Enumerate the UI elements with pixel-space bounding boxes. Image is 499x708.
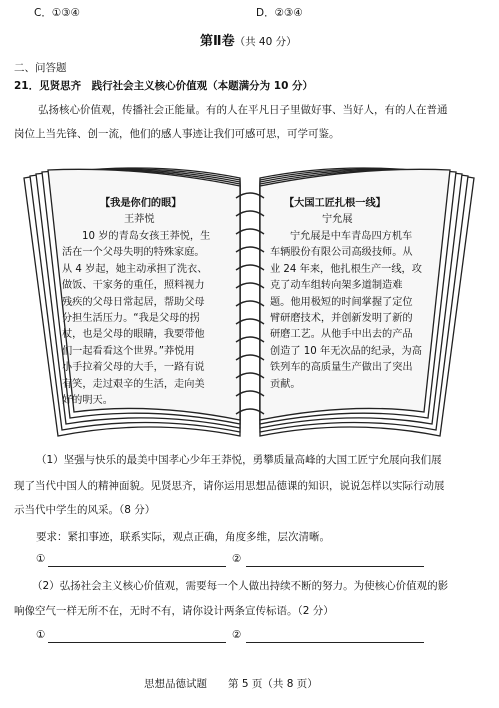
left-line: 从 4 岁起，她主动承担了洗衣、	[62, 263, 208, 275]
left-line: 残疾的父母日常起居，帮助父母	[62, 296, 205, 308]
left-line: 杖，也是父母的眼睛，我要带他	[62, 329, 205, 341]
right-line: 车辆股份有限公司高级技师。从	[270, 247, 413, 259]
sub2-line-2: 响像空气一样无所不在，无时不有，请你设计两条宣传标语。（2 分）	[14, 605, 334, 617]
part-title: 第Ⅱ卷	[200, 34, 235, 49]
option-d: D．②③④	[256, 7, 303, 19]
left-line: 分担生活压力。“我是父母的拐	[62, 313, 200, 325]
right-line: 贡献。	[270, 378, 301, 390]
right-line: 业 24 年来，他扎根生产一线，攻	[270, 263, 422, 275]
section-heading: 二、问答题	[14, 62, 67, 74]
right-line: 题。他用极短的时间掌握了定位	[270, 296, 413, 308]
page-footer: 思想品德试题 第 5 页（共 8 页）	[144, 678, 318, 690]
part-score: （共 40 分）	[234, 36, 297, 48]
left-page-body	[62, 229, 210, 409]
right-line: 铁列车的高质量生产做出了突出	[270, 362, 413, 374]
right-line: 宁允展是中车青岛四方机车	[290, 231, 413, 242]
sub2-blank-2-marker: ②	[232, 629, 242, 641]
sub1-answer-line-2[interactable]	[246, 566, 424, 567]
right-page-name: 宁允展	[322, 214, 353, 225]
sub2-answer-line-1[interactable]	[48, 642, 226, 643]
right-page-body	[270, 229, 422, 393]
option-c: C．①③④	[34, 7, 81, 19]
left-line: 小手拉着父母的大手，一路有说	[62, 362, 205, 374]
sub1-line-2: 现了当代中国人的精神面貌。见贤思齐，请你运用思想品德课的知识，说说怎样以实际行动展	[14, 480, 445, 492]
sub1-blank-1-marker: ①	[36, 553, 46, 565]
sub1-line-3: 示当代中学生的风采。（8 分）	[14, 504, 156, 516]
sub2-line-1: （2）弘扬社会主义核心价值观，需要每一个人做出持续不断的努力。为使核心价值观的影	[32, 580, 449, 592]
left-page-name: 王莽悦	[124, 214, 155, 225]
left-line: 活在一个父母失明的特殊家庭。	[62, 247, 205, 259]
left-line: 做饭、干家务的重任，照料视力	[62, 280, 205, 292]
left-page-heading: 【我是你们的眼】	[100, 198, 182, 209]
sub1-requirement: 要求：紧扣事迹，联系实际，观点正确，角度多维，层次清晰。	[36, 531, 330, 543]
right-line: 臂研磨技术，并创新发明了新的	[270, 313, 413, 325]
question-title: 见贤思齐 践行社会主义核心价值观（本题满分为 10 分）	[39, 80, 314, 92]
sub2-blank-1-marker: ①	[36, 629, 46, 641]
right-line: 研磨工艺。从他手中出去的产品	[270, 329, 413, 341]
intro-line-2: 岗位上当先锋、创一流，他们的感人事迹让我们可感可思，可学可鉴。	[14, 128, 340, 140]
question-number: 21．	[14, 80, 40, 92]
sub2-answer-line-2[interactable]	[246, 642, 424, 643]
right-line: 克了动车组转向架多道制造难	[270, 280, 403, 292]
intro-line-1: 弘扬核心价值观，传播社会正能量。有的人在平凡日子里做好事、当好人，有的人在普通	[38, 104, 448, 116]
left-line: 好的明天。	[62, 395, 113, 407]
right-page-heading: 【大国工匠扎根一线】	[284, 198, 386, 209]
left-line: 有笑，走过艰辛的生活，走向美	[62, 378, 205, 390]
left-line: 10 岁的青岛女孩王莽悦，生	[82, 231, 211, 242]
sub1-answer-line-1[interactable]	[48, 566, 226, 567]
sub1-line-1: （1）坚强与快乐的最美中国孝心少年王莽悦，勇攀质量高峰的大国工匠宁允展向我们展	[36, 454, 442, 466]
left-line: 们一起看看这个世界。”莽悦用	[62, 345, 195, 357]
sub1-blank-2-marker: ②	[232, 553, 242, 565]
right-line: 创造了 10 年无次品的纪录，为高	[270, 345, 422, 357]
